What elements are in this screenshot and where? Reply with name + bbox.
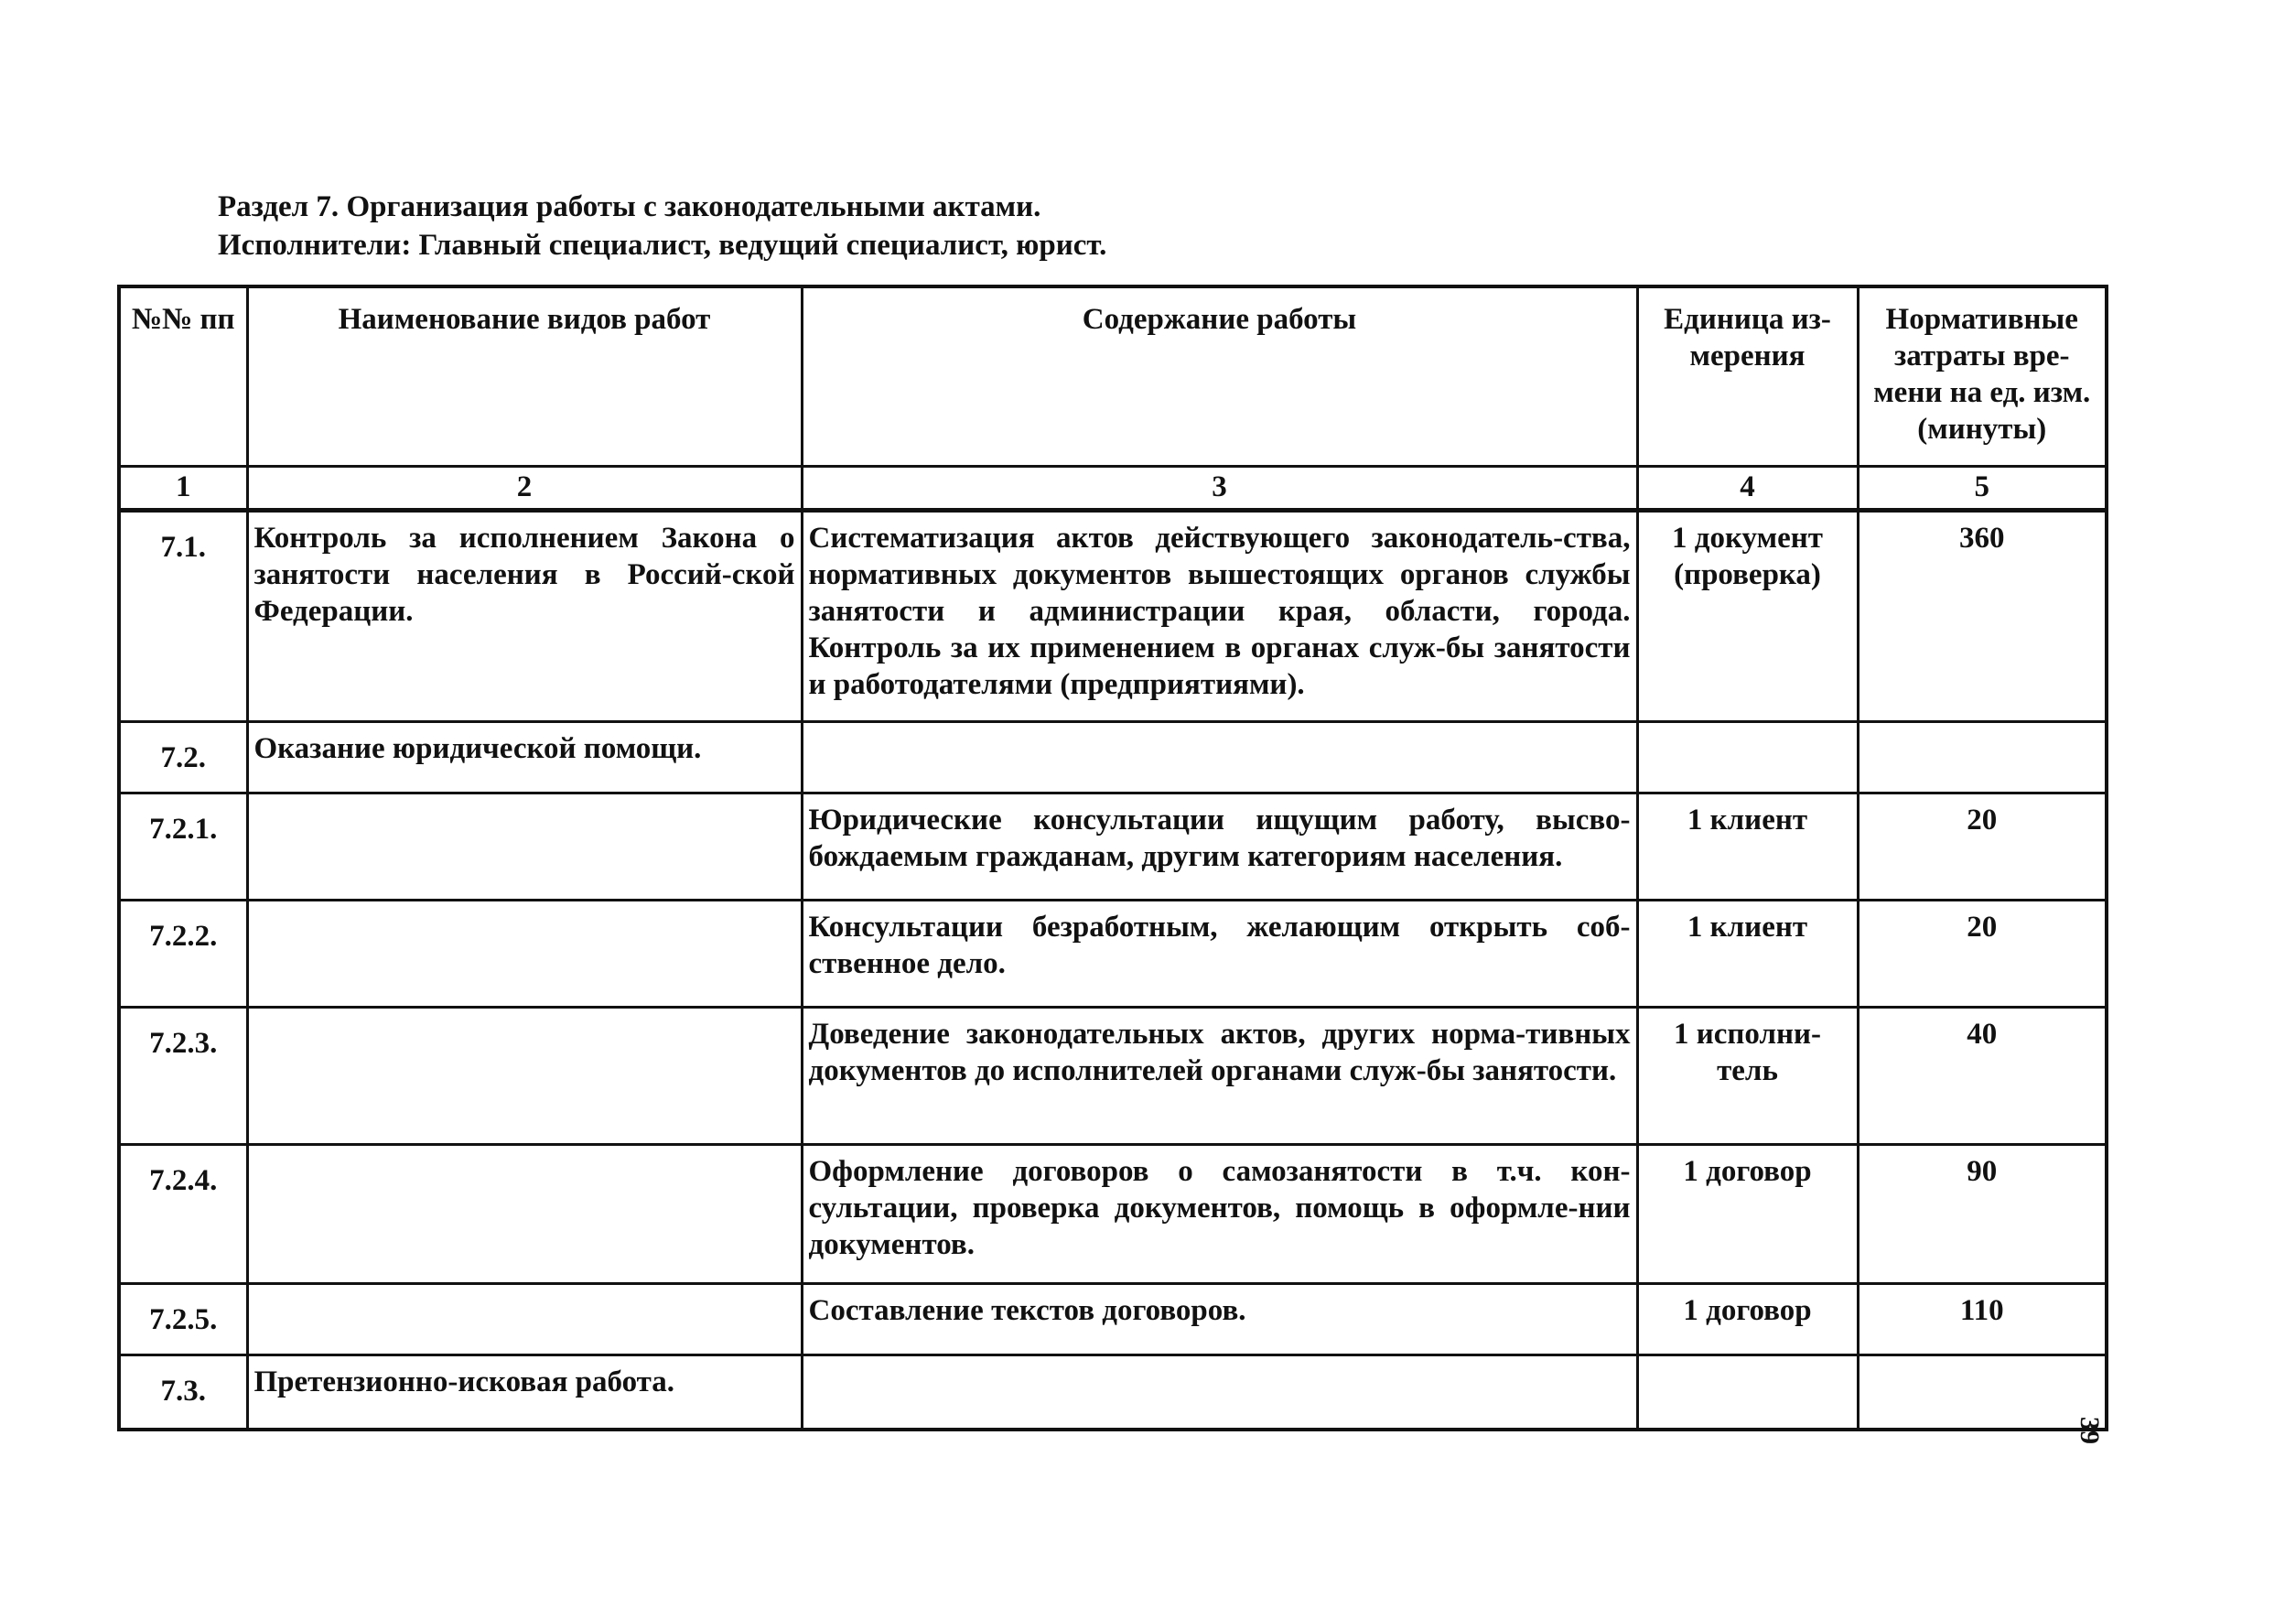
header-name: Наименование видов работ — [247, 286, 802, 466]
column-index-row — [119, 466, 2107, 510]
norm-time — [1858, 721, 2107, 793]
work-type — [247, 900, 802, 1007]
section-label: Раздел 7. — [218, 190, 340, 223]
header-unit: Единица из-мерения — [1637, 286, 1858, 466]
work-content: Доведение законодательных актов, других норма-тивных документов до исполнителей органами служ-бы занятости. — [802, 1007, 1637, 1144]
unit-of-measure: 1 документ (проверка) — [1637, 510, 1858, 721]
norm-time: 90 — [1858, 1144, 2107, 1283]
table-row — [119, 1007, 2107, 1144]
work-content: Систематизация актов действующего законодатель-ства, нормативных документов вышестоящих органов службы занятости и администрации края, области, города. Контроль за их применением в органах служ-бы занятости и работодателями (предприятиями). — [802, 510, 1637, 721]
header-row — [119, 286, 2107, 466]
unit-of-measure — [1637, 721, 1858, 793]
work-type: Оказание юридической помощи. — [247, 721, 802, 793]
page-number: 39 — [2075, 1417, 2105, 1444]
column-index: 3 — [802, 466, 1637, 510]
norm-time: 20 — [1858, 900, 2107, 1007]
work-type — [247, 1283, 802, 1355]
row-number: 7.2.2. — [119, 900, 247, 1007]
work-content: Консультации безработным, желающим открыть соб-ственное дело. — [802, 900, 1637, 1007]
norm-time — [1858, 1355, 2107, 1430]
row-number: 7.2.1. — [119, 793, 247, 900]
section-title-line — [218, 188, 1106, 226]
unit-of-measure: 1 клиент — [1637, 793, 1858, 900]
column-index: 4 — [1637, 466, 1858, 510]
table-row — [119, 1144, 2107, 1283]
unit-of-measure: 1 договор — [1637, 1144, 1858, 1283]
column-index: 5 — [1858, 466, 2107, 510]
norm-time: 20 — [1858, 793, 2107, 900]
unit-of-measure: 1 договор — [1637, 1283, 1858, 1355]
work-content: Составление текстов договоров. — [802, 1283, 1637, 1355]
row-number: 7.1. — [119, 510, 247, 721]
work-content: Оформление договоров о самозанятости в т.ч. кон-сультации, проверка документов, помощь в оформле-нии документов. — [802, 1144, 1637, 1283]
table-row — [119, 900, 2107, 1007]
work-type: Контроль за исполнением Закона о занятости населения в Россий-ской Федерации. — [247, 510, 802, 721]
work-norms-table — [117, 285, 2108, 1431]
table-row — [119, 721, 2107, 793]
work-type — [247, 793, 802, 900]
row-number: 7.2.4. — [119, 1144, 247, 1283]
table-row — [119, 510, 2107, 721]
table-row — [119, 1355, 2107, 1430]
row-number: 7.3. — [119, 1355, 247, 1430]
column-index: 2 — [247, 466, 802, 510]
work-content — [802, 721, 1637, 793]
section-title: Организация работы с законодательными актами. — [346, 190, 1041, 223]
unit-of-measure — [1637, 1355, 1858, 1430]
work-content: Юридические консультации ищущим работу, высво-бождаемым гражданам, другим категориям населения. — [802, 793, 1637, 900]
unit-of-measure: 1 клиент — [1637, 900, 1858, 1007]
header-time: Нормативные затраты вре-мени на ед. изм. (минуты) — [1858, 286, 2107, 466]
table-row — [119, 793, 2107, 900]
unit-of-measure: 1 исполни-тель — [1637, 1007, 1858, 1144]
section-heading — [218, 188, 1106, 264]
work-type: Претензионно-исковая работа. — [247, 1355, 802, 1430]
column-index: 1 — [119, 466, 247, 510]
row-number: 7.2. — [119, 721, 247, 793]
header-num: №№ пп — [119, 286, 247, 466]
norm-time: 40 — [1858, 1007, 2107, 1144]
row-number: 7.2.3. — [119, 1007, 247, 1144]
work-content — [802, 1355, 1637, 1430]
header-content: Содержание работы — [802, 286, 1637, 466]
performers-line: Исполнители: Главный специалист, ведущий специалист, юрист. — [218, 229, 1107, 262]
work-type — [247, 1007, 802, 1144]
work-type — [247, 1144, 802, 1283]
norm-time: 360 — [1858, 510, 2107, 721]
norm-time: 110 — [1858, 1283, 2107, 1355]
table-row — [119, 1283, 2107, 1355]
row-number: 7.2.5. — [119, 1283, 247, 1355]
